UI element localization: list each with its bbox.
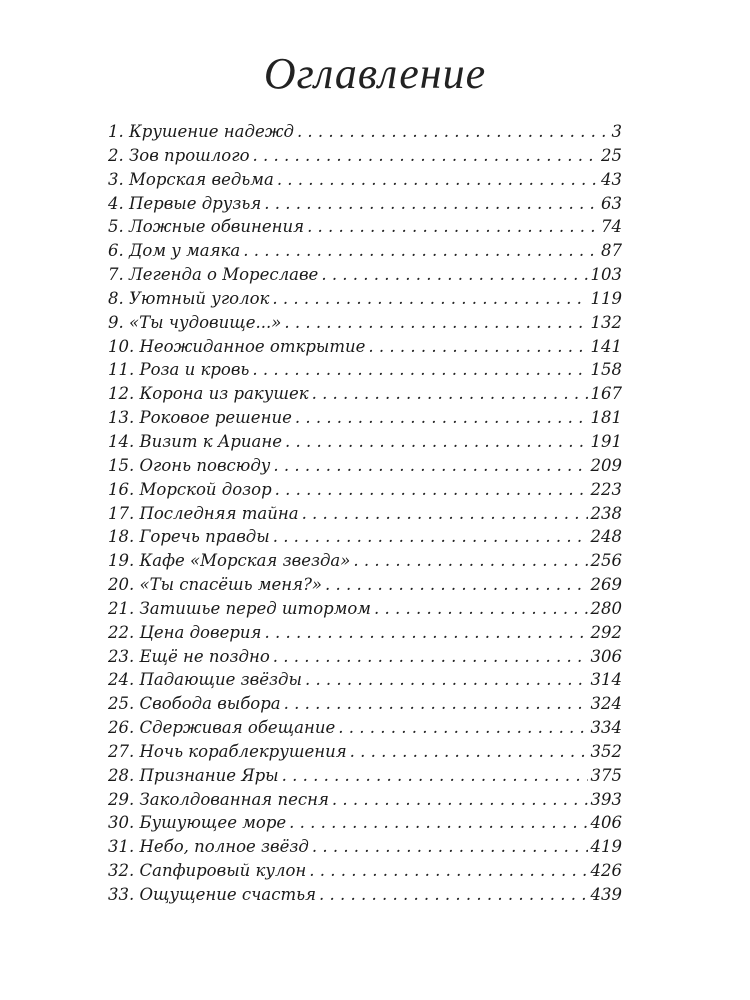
toc-entry: [108, 241, 622, 265]
dot-leader: [297, 122, 609, 141]
dot-leader: [289, 813, 587, 832]
chapter-title: 10. Неожиданное открытие: [108, 336, 366, 356]
dot-leader: [272, 289, 587, 308]
chapter-title: 16. Морской дозор: [108, 479, 272, 499]
dot-leader: [295, 408, 588, 427]
chapter-title: 22. Цена доверия: [108, 622, 262, 642]
toc-entry: [108, 790, 622, 814]
dot-leader: [312, 837, 588, 856]
dot-leader: [350, 742, 588, 761]
chapter-title: 33. Ощущение счастья: [108, 885, 317, 904]
toc-entry: [108, 432, 622, 456]
dot-leader: [338, 718, 587, 737]
toc-entry: [108, 527, 622, 551]
toc-entry: [108, 647, 622, 671]
page-number: 63: [601, 193, 622, 213]
chapter-title: 8. Уютный уголок: [108, 288, 270, 308]
toc-entry: [108, 670, 622, 694]
toc-entry: [108, 313, 622, 337]
page-number: 141: [590, 336, 622, 356]
dot-leader: [309, 861, 587, 880]
page-number: 43: [601, 169, 622, 189]
dot-leader: [264, 194, 598, 213]
toc-entry: [108, 813, 622, 837]
toc-entry: [108, 599, 622, 623]
page-number: 419: [590, 837, 622, 857]
page-number: 167: [590, 384, 622, 404]
page-number: 314: [590, 670, 622, 690]
dot-leader: [368, 337, 587, 356]
page-number: 406: [590, 813, 622, 833]
page-number: 74: [601, 217, 622, 237]
toc-entry: [108, 408, 622, 432]
toc-entry: [108, 623, 622, 647]
chapter-title: 13. Роковое решение: [108, 408, 292, 428]
toc-entry: [108, 170, 622, 194]
toc-entry: [108, 718, 622, 742]
toc-entry: [108, 766, 622, 790]
page-number: 292: [590, 622, 622, 642]
chapter-title: 27. Ночь кораблекрушения: [108, 741, 347, 761]
dot-leader: [253, 146, 598, 165]
chapter-title: 5. Ложные обвинения: [108, 217, 305, 237]
toc-entry: [108, 122, 622, 146]
table-of-contents: [108, 122, 622, 909]
chapter-title: 1. Крушение надежд: [108, 122, 294, 141]
dot-leader: [284, 313, 587, 332]
page-number: 103: [590, 265, 622, 285]
page-number: 191: [590, 431, 622, 451]
chapter-title: 9. «Ты чудовище...»: [108, 312, 282, 332]
dot-leader: [305, 670, 588, 689]
page-number: 256: [590, 551, 622, 571]
page-number: 375: [590, 765, 622, 785]
chapter-title: 30. Бушующее море: [108, 813, 287, 833]
toc-entry: [108, 384, 622, 408]
page-number: 426: [590, 861, 622, 881]
chapter-title: 6. Дом у маяка: [108, 241, 241, 261]
chapter-title: 19. Кафе «Морская звезда»: [108, 551, 351, 571]
page-number: 334: [590, 718, 622, 738]
dot-leader: [282, 766, 588, 785]
toc-entry: [108, 885, 622, 909]
dot-leader: [273, 527, 588, 546]
toc-entry: [108, 742, 622, 766]
chapter-title: 31. Небо, полное звёзд: [108, 837, 309, 857]
toc-entry: [108, 217, 622, 241]
chapter-title: 20. «Ты спасёшь меня?»: [108, 575, 323, 595]
chapter-title: 29. Заколдованная песня: [108, 789, 329, 809]
dot-leader: [252, 360, 587, 379]
chapter-title: 17. Последняя тайна: [108, 503, 299, 523]
page-title: Оглавление: [263, 49, 487, 98]
chapter-title: 14. Визит к Ариане: [108, 431, 283, 451]
page-number: 324: [590, 694, 622, 714]
page-number: 248: [590, 527, 622, 547]
page-number: 181: [590, 408, 622, 428]
page-number: 25: [601, 145, 622, 165]
toc-entry: [108, 504, 622, 528]
toc-entry: [108, 194, 622, 218]
chapter-title: 32. Сапфировый кулон: [108, 861, 307, 881]
chapter-title: 15. Огонь повсюду: [108, 455, 271, 475]
page-number: 352: [590, 741, 622, 761]
toc-entry: [108, 861, 622, 885]
dot-leader: [307, 217, 598, 236]
chapter-title: 7. Легенда о Мореславе: [108, 265, 319, 285]
dot-leader: [264, 623, 587, 642]
page-number: 87: [601, 241, 622, 261]
chapter-title: 25. Свобода выбора: [108, 694, 281, 714]
page-number: 306: [590, 646, 622, 666]
dot-leader: [302, 504, 588, 523]
dot-leader: [325, 575, 587, 594]
dot-leader: [284, 694, 588, 713]
toc-entry: [108, 480, 622, 504]
chapter-title: 21. Затишье перед штормом: [108, 598, 371, 618]
toc-entry: [108, 360, 622, 384]
dot-leader: [275, 480, 588, 499]
page-number: 132: [590, 312, 622, 332]
chapter-title: 2. Зов прошлого: [108, 145, 250, 165]
page-number: 119: [590, 288, 622, 308]
toc-entry: [108, 456, 622, 480]
dot-leader: [277, 170, 598, 189]
chapter-title: 23. Ещё не поздно: [108, 646, 270, 666]
chapter-title: 3. Морская ведьма: [108, 169, 274, 189]
page-number: 209: [590, 455, 622, 475]
chapter-title: 4. Первые друзья: [108, 193, 262, 213]
dot-leader: [243, 241, 598, 260]
page-number: 439: [590, 885, 622, 904]
page-number: 3: [611, 122, 622, 141]
toc-entry: [108, 837, 622, 861]
page-number: 158: [590, 360, 622, 380]
toc-entry: [108, 337, 622, 361]
chapter-title: 18. Горечь правды: [108, 527, 270, 547]
page-number: 223: [590, 479, 622, 499]
page-number: 280: [590, 598, 622, 618]
dot-leader: [273, 456, 587, 475]
dot-leader: [312, 384, 588, 403]
chapter-title: 24. Падающие звёзды: [108, 670, 302, 690]
dot-leader: [285, 432, 587, 451]
dot-leader: [321, 265, 587, 284]
page-number: 238: [590, 503, 622, 523]
dot-leader: [332, 790, 588, 809]
page-number: 269: [590, 575, 622, 595]
page-number: 393: [590, 789, 622, 809]
dot-leader: [374, 599, 588, 618]
toc-entry: [108, 289, 622, 313]
chapter-title: 28. Признание Яры: [108, 765, 279, 785]
dot-leader: [319, 885, 587, 904]
toc-entry: [108, 575, 622, 599]
chapter-title: 26. Сдерживая обещание: [108, 718, 336, 738]
chapter-title: 11. Роза и кровь: [108, 360, 250, 380]
toc-entry: [108, 551, 622, 575]
dot-leader: [273, 647, 588, 666]
toc-entry: [108, 694, 622, 718]
dot-leader: [353, 551, 587, 570]
chapter-title: 12. Корона из ракушек: [108, 384, 309, 404]
toc-entry: [108, 146, 622, 170]
toc-entry: [108, 265, 622, 289]
